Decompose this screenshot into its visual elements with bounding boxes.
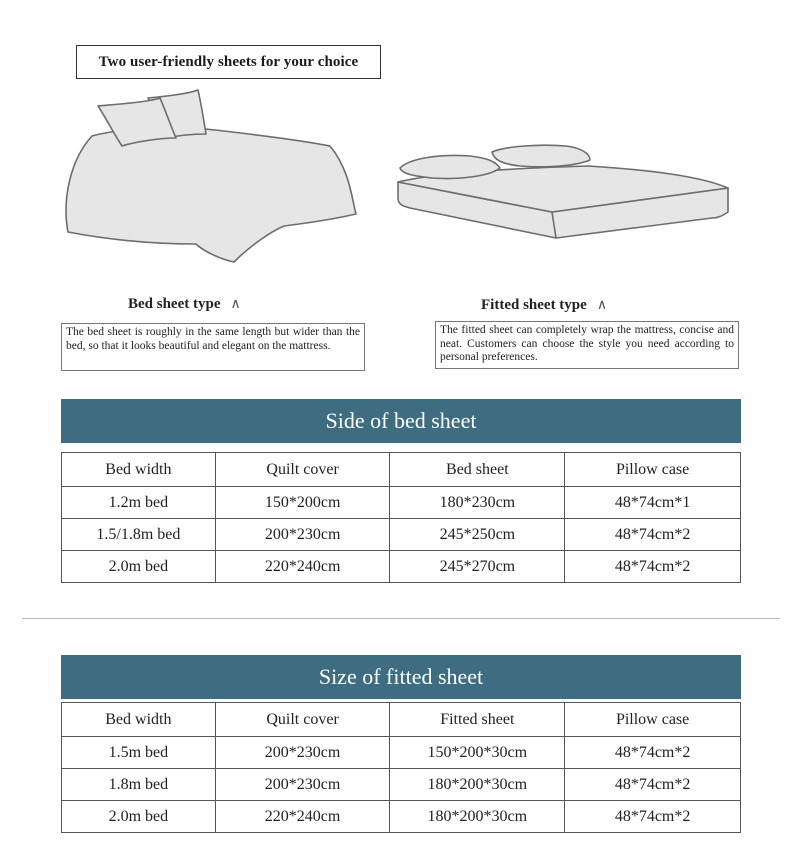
table-row <box>62 551 741 583</box>
section-divider <box>22 618 780 619</box>
column-header: Pillow case <box>565 703 741 737</box>
bed-illustrations <box>0 80 800 280</box>
column-header: Fitted sheet <box>390 703 565 737</box>
table-header-row <box>62 453 741 487</box>
table-cell: 180*230cm <box>390 487 565 519</box>
table-cell: 200*230cm <box>215 737 390 769</box>
column-header: Pillow case <box>565 453 741 487</box>
fitted-sheet-description: The fitted sheet can completely wrap the mattress, concise and neat. Customers can choose the style you need according to personal preferences. <box>435 321 739 369</box>
column-header: Quilt cover <box>215 453 390 487</box>
table-cell: 245*270cm <box>390 551 565 583</box>
caret-up-icon: ∧ <box>596 298 608 313</box>
page-title: Two user-friendly sheets for your choice <box>76 45 381 79</box>
table-cell: 180*200*30cm <box>390 801 565 833</box>
table-cell: 2.0m bed <box>62 551 216 583</box>
table-cell: 220*240cm <box>215 551 390 583</box>
flat-bed-sheet-illustration <box>66 90 356 262</box>
table-cell: 48*74cm*2 <box>565 737 741 769</box>
table-cell: 220*240cm <box>215 801 390 833</box>
table-cell: 245*250cm <box>390 519 565 551</box>
column-header: Quilt cover <box>215 703 390 737</box>
table-cell: 48*74cm*2 <box>565 551 741 583</box>
table-row <box>62 737 741 769</box>
table-row <box>62 519 741 551</box>
column-header: Bed width <box>62 453 216 487</box>
bed-sheet-size-table <box>61 452 741 583</box>
fitted-sheet-type-label: Fitted sheet type ∧ <box>481 297 608 313</box>
table-cell: 150*200cm <box>215 487 390 519</box>
table-cell: 48*74cm*2 <box>565 801 741 833</box>
bed-sheet-description: The bed sheet is roughly in the same length but wider than the bed, so that it looks beautiful and elegant on the mattress. <box>61 323 365 371</box>
column-header: Bed sheet <box>390 453 565 487</box>
caret-up-icon: ∧ <box>230 297 241 312</box>
table-header-row <box>62 703 741 737</box>
fitted-sheet-illustration <box>398 145 728 238</box>
table-cell: 48*74cm*1 <box>565 487 741 519</box>
column-header: Bed width <box>62 703 216 737</box>
table-cell: 1.8m bed <box>62 769 216 801</box>
table-cell: 200*230cm <box>215 519 390 551</box>
table-cell: 180*200*30cm <box>390 769 565 801</box>
table-cell: 2.0m bed <box>62 801 216 833</box>
table-cell: 150*200*30cm <box>390 737 565 769</box>
table-cell: 1.5/1.8m bed <box>62 519 216 551</box>
table-row <box>62 769 741 801</box>
bed-sheet-type-label: Bed sheet type ∧ <box>128 296 241 312</box>
table-cell: 48*74cm*2 <box>565 769 741 801</box>
bed-sheet-table-title: Side of bed sheet <box>61 399 741 443</box>
table-cell: 48*74cm*2 <box>565 519 741 551</box>
fitted-sheet-table-title: Size of fitted sheet <box>61 655 741 699</box>
table-row <box>62 487 741 519</box>
fitted-sheet-size-table <box>61 702 741 833</box>
table-cell: 1.5m bed <box>62 737 216 769</box>
table-cell: 1.2m bed <box>62 487 216 519</box>
table-row <box>62 801 741 833</box>
table-cell: 200*230cm <box>215 769 390 801</box>
